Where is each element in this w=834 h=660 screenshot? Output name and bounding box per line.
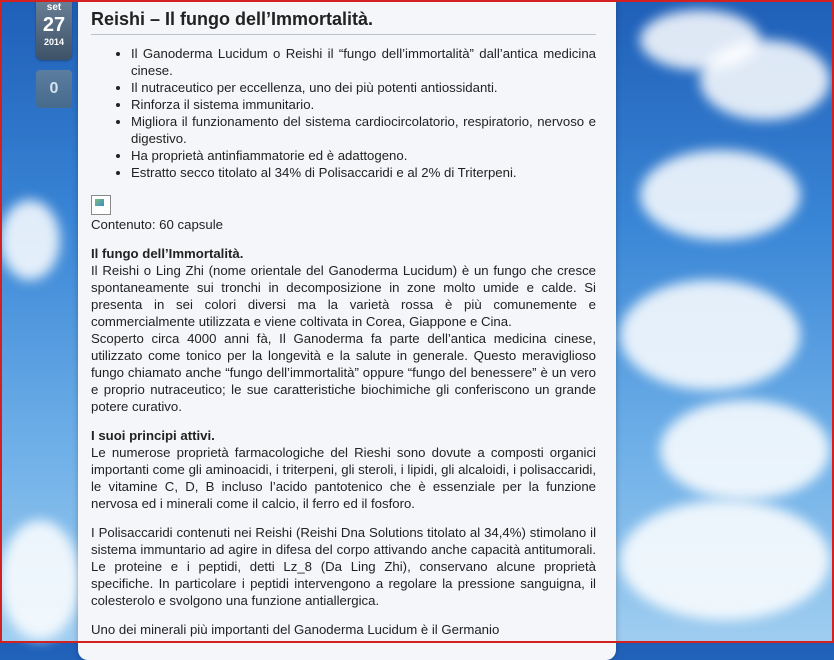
sky-cloud xyxy=(620,280,800,390)
paragraph: Le numerose proprietà farmacologiche del Rieshi sono dovute a composti organici importanti come gli aminoacidi, i triterpeni, gli steroli, i lipidi, gli alcaloidi, i polisaccaridi, le vitamine C, D, B incluso l’acido pantotenico che è essenziale per la funzione nervosa ed i minerali come il calcio, il ferro ed il fosforo. xyxy=(91,445,596,511)
broken-image-icon xyxy=(91,195,111,215)
date-month: set xyxy=(46,2,62,13)
sky-cloud xyxy=(700,40,830,120)
list-item: • Rinforza il sistema immunitario. xyxy=(131,96,596,113)
list-item: • Estratto secco titolato al 34% di Polisaccaridi e al 2% di Triterpeni. xyxy=(131,164,596,181)
list-item: • Il nutraceutico per eccellenza, uno dei più potenti antiossidanti. xyxy=(131,79,596,96)
list-item: • Migliora il funzionamento del sistema cardiocircolatorio, respiratorio, nervoso e digestivo. xyxy=(131,113,596,147)
date-year: 2014 xyxy=(43,37,65,47)
feature-list xyxy=(91,45,596,181)
post-date-badge xyxy=(36,0,72,60)
sky-cloud xyxy=(620,500,830,620)
paragraph: Il Reishi o Ling Zhi (nome orientale del Ganoderma Lucidum) è un fungo che cresce spontaneamente sui tronchi in decomposizione in zone molto umide e calde. Si presenta in sei colori diversi ma la varietà rossa è più comunemente e commercialmente utilizzata e viene coltivata in Corea, Giappone e Cina. xyxy=(91,263,596,329)
content-label: Contenuto: 60 capsule xyxy=(91,217,223,232)
list-item: • Il Ganoderma Lucidum o Reishi il “fungo dell’immortalità” dall’antica medicina cinese. xyxy=(131,45,596,79)
post-content xyxy=(78,0,616,638)
post-card xyxy=(78,0,616,660)
comment-count: 0 xyxy=(49,80,59,97)
sky-cloud xyxy=(660,400,830,500)
paragraph: Uno dei minerali più importanti del Ganoderma Lucidum è il Germanio xyxy=(91,622,500,637)
post-title[interactable]: Reishi – Il fungo dell’Immortalità. xyxy=(91,8,596,35)
comment-count-badge[interactable] xyxy=(36,70,72,108)
sky-cloud xyxy=(0,520,80,640)
sky-cloud xyxy=(640,150,800,240)
section-heading: Il fungo dell’Immortalità. xyxy=(91,246,244,261)
sky-cloud xyxy=(0,200,60,280)
section-heading: I suoi principi attivi. xyxy=(91,428,215,443)
list-item: • Ha proprietà antinfiammatorie ed è adattogeno. xyxy=(131,147,596,164)
paragraph: I Polisaccaridi contenuti nei Reishi (Reishi Dna Solutions titolato al 34,4%) stimolano il sistema immuntario ad agire in difesa del corpo attivando anche capacità antitumorali. Le proteine e i peptidi, detti Lz_8 (Da Ling Zhi), conservano alcune proprietà specifiche. In particolare i peptidi intervengono a regolare la pressione sanguigna, il colesterolo e svolgono una funzione antiallergica. xyxy=(91,525,596,608)
date-day: 27 xyxy=(42,14,66,36)
paragraph: Scoperto circa 4000 anni fà, Il Ganoderma fa parte dell’antica medicina cinese, utilizzato come tonico per la longevità e la salute in generale. Questo meraviglioso fungo chiamato anche “fungo dell’immortalità” oppure “fungo del benessere” è un vero e proprio nutraceutico; le sue caratteristiche biochimiche gli conferiscono un grande potere curativo. xyxy=(91,331,596,414)
